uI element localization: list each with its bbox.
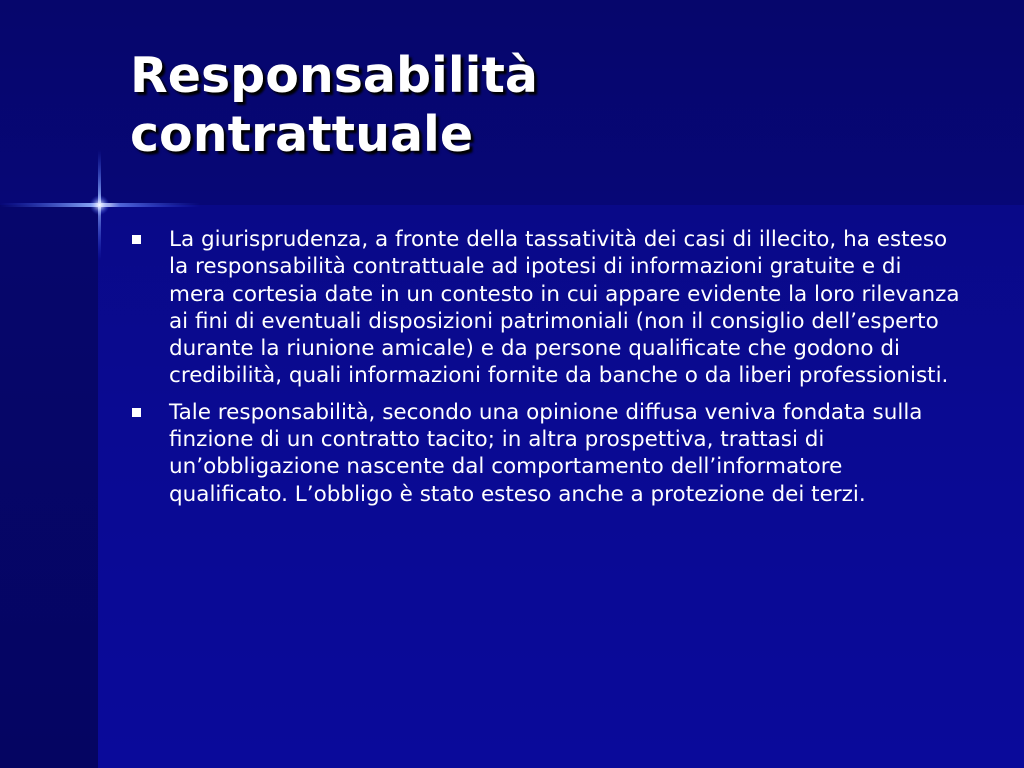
slide-title-line-1: Responsabilità [130,47,538,104]
bullet-square-icon [132,408,141,417]
bullet-item [130,226,960,390]
bullet-text: La giurisprudenza, a fronte della tassatività dei casi di illecito, ha esteso la responsabilità contrattuale ad ipotesi di informazioni gratuite e di mera cortesia date in un contesto in cui appare evidente la loro rilevanza ai fini di eventuali disposizioni patrimoniali (non il consiglio dell’esperto durante la riunione amicale) e da persone qualificate che godono di credibilità, quali informazioni fornite da banche o da liberi professionisti. [169,227,960,389]
slide-title [130,46,990,164]
bullet-item [130,399,960,508]
bullet-list [130,226,960,517]
left-band [0,205,98,768]
bullet-text: Tale responsabilità, secondo una opinione diffusa veniva fondata sulla finzione di un contratto tacito; in altra prospettiva, trattasi di un’obbligazione nascente dal comportamento dell’informatore qualificato. L’obbligo è stato esteso anche a protezione dei terzi. [169,399,923,507]
bullet-square-icon [132,235,141,244]
slide-title-line-2: contrattuale [130,106,474,163]
